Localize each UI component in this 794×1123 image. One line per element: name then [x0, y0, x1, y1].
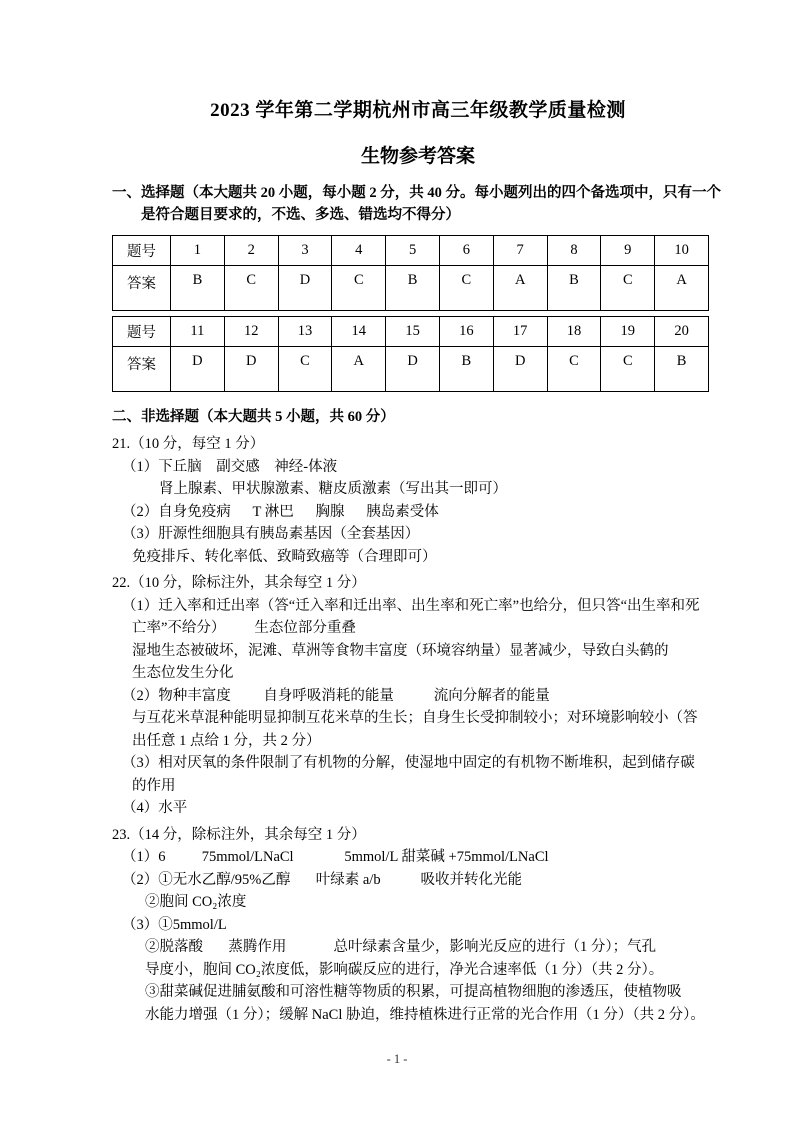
answer-cell: C — [278, 347, 332, 392]
answer-cell: B — [386, 266, 440, 311]
table-row-question-numbers — [113, 317, 709, 347]
answer-cell: D — [493, 347, 547, 392]
q21-block — [112, 433, 724, 568]
question-number-cell: 13 — [278, 317, 332, 347]
row-label-answer: 答案 — [113, 347, 171, 392]
question-number-cell: 9 — [601, 236, 655, 266]
q23-answer-line: （3）①5mmol/L — [122, 916, 227, 933]
question-number-cell: 16 — [439, 317, 493, 347]
q23-answer-line: 导度小，胞间 CO₂浓度低，影响碳反应的进行，净光合速率低（1 分）（共 2 分）。 — [145, 961, 664, 978]
answer-cell: C — [547, 347, 601, 392]
answer-cell: B — [171, 266, 225, 311]
question-number-cell: 7 — [493, 236, 547, 266]
question-number-cell: 18 — [547, 317, 601, 347]
answer-cell: A — [332, 347, 386, 392]
q21-header: 21.（10 分，每空 1 分） — [112, 436, 265, 452]
q22-answer-line: （1）迁入率和迁出率（答“迁入率和迁出率、出生率和死亡率”也给分，但只答“出生率和死 — [122, 597, 700, 614]
row-label-answer: 答案 — [113, 266, 171, 311]
q23-answer-line: ③甜菜碱促进脯氨酸和可溶性糖等物质的积累，可提高植物细胞的渗透压，使植物吸 — [145, 984, 682, 1000]
answer-cell: D — [171, 347, 225, 392]
answer-cell: B — [439, 347, 493, 392]
answer-cell: C — [601, 347, 655, 392]
question-number-cell: 3 — [278, 236, 332, 266]
doc-subtitle: 生物参考答案 — [360, 146, 475, 167]
q21-answer-line: （3）肝源性细胞具有胰岛素基因（全套基因） — [122, 526, 420, 542]
q22-answer-line: 生态位发生分化 — [132, 665, 234, 681]
question-number-cell: 5 — [386, 236, 440, 266]
q23-header: 23.（14 分，除标注外，其余每空 1 分） — [112, 826, 366, 843]
question-number-cell: 19 — [601, 317, 655, 347]
answer-cell: D — [224, 347, 278, 392]
q22-answer-line: （3）相对厌氧的条件限制了有机物的分解，使湿地中固定的有机物不断堆积，起到储存碳 — [122, 755, 695, 771]
question-number-cell: 15 — [386, 317, 440, 347]
section-choice-heading: 一、选择题（本大题共 20 小题，每小题 2 分，共 40 分。每小题列出的四个备选项中，只有一个是符合题目要求的，不选、多选、错选均不得分） — [112, 185, 721, 223]
question-number-cell: 8 — [547, 236, 601, 266]
question-number-cell: 4 — [332, 236, 386, 266]
q23-answer-line: 水能力增强（1 分）；缓解 NaCl 胁迫，维持植株进行正常的光合作用（1 分）（共 2 分）。 — [145, 1006, 705, 1023]
q21-answer-line: （1）下丘脑 副交感 神经-体液 — [122, 458, 338, 475]
q21-answer-line: 肾上腺素、甲状腺激素、糖皮质激素（写出其一即可） — [159, 481, 507, 497]
question-number-cell: 10 — [655, 236, 709, 266]
answer-table-2 — [112, 316, 709, 392]
q23-answer-line: （1）6 75mmol/LNaCl 5mmol/L 甜菜碱 +75mmol/LNaCl — [122, 849, 549, 865]
question-number-cell: 20 — [655, 317, 709, 347]
question-number-cell: 2 — [224, 236, 278, 266]
question-number-cell: 1 — [171, 236, 225, 266]
answer-cell: B — [547, 266, 601, 311]
answer-table-1 — [112, 235, 709, 311]
question-number-cell: 6 — [439, 236, 493, 266]
q22-answer-line: 亡率”不给分） 生态位部分重叠 — [132, 620, 356, 636]
q22-answer-line: 的作用 — [132, 777, 176, 794]
q23-answer-line: ②胞间 CO₂浓度 — [145, 894, 247, 910]
q22-answer-line: 出任意 1 点给 1 分，共 2 分） — [132, 732, 321, 749]
q23-block — [112, 824, 724, 1027]
content-area — [112, 0, 724, 1026]
row-label-question: 题号 — [113, 317, 171, 347]
q21-answer-line: 免疫排斥、转化率低、致畸致癌等（合理即可） — [132, 548, 437, 565]
q22-answer-line: 与互花米草混种能明显抑制互花米草的生长；自身生长受抑制较小；对环境影响较小（答 — [132, 710, 698, 726]
table-row-answers — [113, 266, 709, 311]
answer-cell: C — [439, 266, 493, 311]
q22-header: 22.（10 分，除标注外，其余每空 1 分） — [112, 575, 366, 591]
question-number-cell: 14 — [332, 317, 386, 347]
q22-block — [112, 572, 724, 820]
answer-cell: D — [386, 347, 440, 392]
answer-cell: C — [601, 266, 655, 311]
answer-cell: A — [655, 266, 709, 311]
answer-cell: D — [278, 266, 332, 311]
doc-title: 2023 学年第二学期杭州市高三年级教学质量检测 — [210, 100, 626, 121]
q21-answer-line: （2）自身免疫病 T 淋巴 胸腺 胰岛素受体 — [122, 503, 439, 520]
question-number-cell: 17 — [493, 317, 547, 347]
answer-cell: C — [332, 266, 386, 311]
section-free-heading: 二、非选择题（本大题共 5 小题，共 60 分） — [112, 409, 395, 425]
answer-cell: B — [655, 347, 709, 392]
q22-answer-line: （4）水平 — [122, 800, 188, 816]
question-number-cell: 12 — [224, 317, 278, 347]
question-number-cell: 11 — [171, 317, 225, 347]
q23-answer-line: （2）①无水乙醇/95%乙醇 叶绿素 a/b 吸收并转化光能 — [122, 871, 522, 888]
page-number: - 1 - — [386, 1052, 408, 1066]
table-row-question-numbers — [113, 236, 709, 266]
answer-cell: A — [493, 266, 547, 311]
row-label-question: 题号 — [113, 236, 171, 266]
q23-answer-line: ②脱落酸 蒸腾作用 总叶绿素含量少，影响光反应的进行（1 分）；气孔 — [145, 939, 657, 955]
q22-answer-line: 湿地生态被破坏，泥滩、草洲等食物丰富度（环境容纳量）显著减少，导致白头鹤的 — [132, 642, 669, 659]
q22-answer-line: （2）物种丰富度 自身呼吸消耗的能量 流向分解者的能量 — [122, 687, 550, 704]
answer-cell: C — [224, 266, 278, 311]
table-row-answers — [113, 347, 709, 392]
